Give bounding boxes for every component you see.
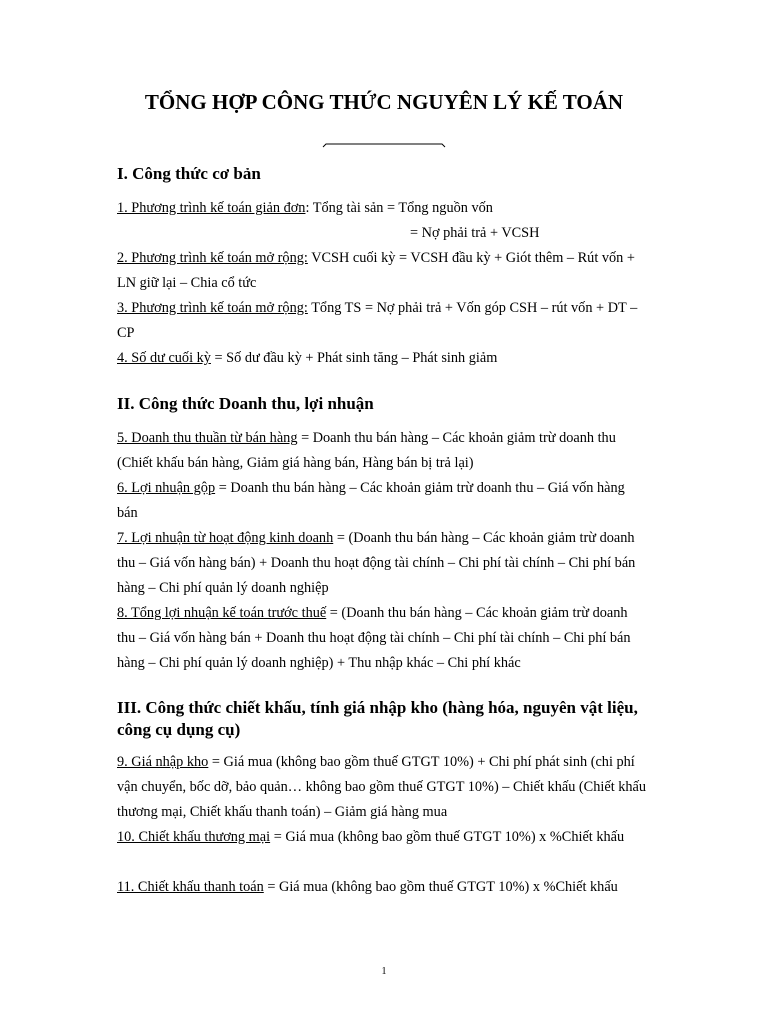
formula-item <box>117 750 647 825</box>
formula-text: = Giá mua (không bao gồm thuế GTGT 10%) x %Chiết khấu <box>267 879 618 895</box>
section-heading-basic: I. Công thức cơ bản <box>117 164 261 183</box>
formula-label: 10. Chiết khấu thương mại <box>117 829 271 845</box>
formula-item <box>117 601 647 676</box>
formula-label: 9. Giá nhập kho <box>117 754 209 770</box>
formula-item <box>117 296 647 346</box>
formula-label: 6. Lợi nhuận gộp <box>117 480 216 496</box>
formula-text: Tổng tài sản = Tổng nguồn vốn <box>312 200 493 216</box>
title-divider <box>322 142 446 149</box>
formula-item <box>117 526 647 601</box>
formula-label: 5. Doanh thu thuần từ bán hàng <box>117 430 298 446</box>
formula-item <box>117 825 647 850</box>
formula-label: 1. Phương trình kế toán giản đơn <box>117 200 306 216</box>
formula-item <box>117 476 647 526</box>
formula-item <box>117 426 647 476</box>
formula-text: = (Doanh thu bán hàng – Các khoản giảm trừ doanh thu – Giá vốn hàng bán) + Doanh thu hoạt động tài chính – Chi phí tài chính – Chi phí bán hàng – Chi phí quản lý doanh nghiệp <box>117 530 636 596</box>
formula-label: 4. Số dư cuối kỳ <box>117 350 211 366</box>
formula-continuation: = Nợ phải trả + VCSH <box>410 225 540 241</box>
page-title: TỔNG HỢP CÔNG THỨC NGUYÊN LÝ KẾ TOÁN <box>144 90 624 114</box>
formula-label: 7. Lợi nhuận từ hoạt động kinh doanh <box>117 530 334 546</box>
formula-text: = Doanh thu bán hàng – Các khoản giảm trừ doanh thu (Chiết khấu bán hàng, Giảm giá hàng bán, Hàng bán bị trả lại) <box>117 430 616 471</box>
formula-item <box>117 875 647 900</box>
formula-item: 1. Phương trình kế toán giản đơn: Tổng tài sản = Tổng nguồn vốn <box>117 200 493 216</box>
formula-text: = (Doanh thu bán hàng – Các khoản giảm trừ doanh thu – Giá vốn hàng bán + Doanh thu hoạt động tài chính – Chi phí tài chính – Chi phí bán hàng – Chi phí quản lý doanh nghiệp) + Thu nhập khác – Chi phí khác <box>117 605 631 671</box>
page-number: 1 <box>381 966 387 977</box>
formula-text: Tổng TS = Nợ phải trả + Vốn góp CSH – rút vốn + DT – CP <box>117 300 638 341</box>
formula-text: = Giá mua (không bao gồm thuế GTGT 10%) x %Chiết khấu <box>273 829 625 845</box>
formula-text: = Giá mua (không bao gồm thuế GTGT 10%) + Chi phí phát sinh (chi phí vận chuyển, bốc dỡ, bảo quản… không bao gồm thuế GTGT 10%) – Chiết khấu (Chiết khấu thương mại, Chiết khấu thanh toán) – Giảm giá hàng mua <box>117 754 647 820</box>
formula-label: 8. Tổng lợi nhuận kế toán trước thuế <box>117 605 327 621</box>
formula-label: 3. Phương trình kế toán mở rộng: <box>117 300 308 316</box>
formula-text: VCSH cuối kỳ = VCSH đầu kỳ + Giót thêm – Rút vốn + LN giữ lại – Chia cổ tức <box>117 250 635 291</box>
section-heading-discount-inventory: III. Công thức chiết khấu, tính giá nhập kho (hàng hóa, nguyên vật liệu, công cụ dụng cụ) <box>117 698 638 739</box>
section-heading-revenue-profit: II. Công thức Doanh thu, lợi nhuận <box>117 394 374 413</box>
formula-label: 11. Chiết khấu thanh toán <box>117 879 264 895</box>
formula-text: = Số dư đầu kỳ + Phát sinh tăng – Phát sinh giảm <box>214 350 498 366</box>
formula-item <box>117 346 647 371</box>
formula-text: = Doanh thu bán hàng – Các khoản giảm trừ doanh thu – Giá vốn hàng bán <box>117 480 625 521</box>
formula-item <box>117 246 647 296</box>
formula-label: 2. Phương trình kế toán mở rộng: <box>117 250 308 266</box>
